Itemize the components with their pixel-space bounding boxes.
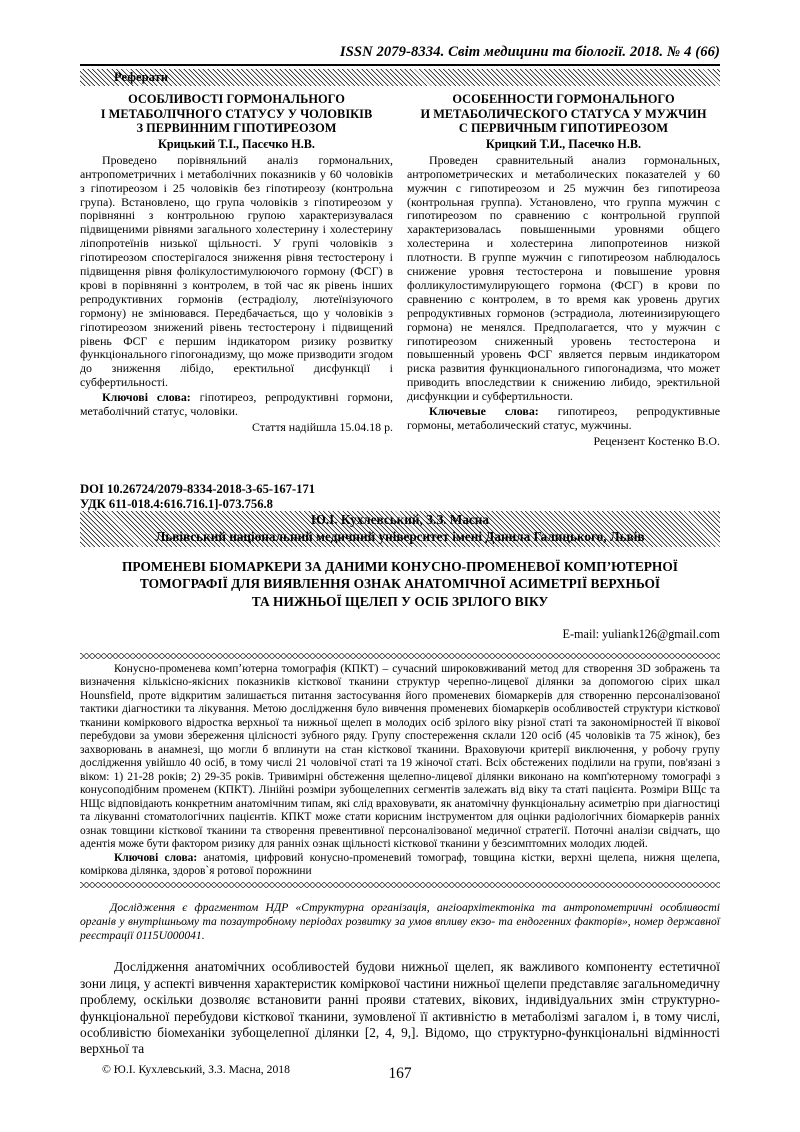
abstract-ru-column xyxy=(407,154,720,448)
article-title-line-3: ТА НИЖНЬОЇ ЩЕЛЕП У ОСІБ ЗРІЛОГО ВІКУ xyxy=(251,593,549,609)
abstract-ru-title-line-1: ОСОБЕННОСТИ ГОРМОНАЛЬНОГО xyxy=(452,92,675,106)
header-rule xyxy=(80,64,720,66)
abstract-ua-footnote: Стаття надійшла 15.04.18 р. xyxy=(252,420,393,434)
article-authors-banner xyxy=(80,511,720,547)
article-authors: Ю.І. Кухлевський, З.З. Масна xyxy=(311,512,489,528)
article-keywords-label: Ключові слова: xyxy=(114,851,198,864)
running-head: ISSN 2079-8334. Світ медицини та біології. 2018. № 4 (66) xyxy=(339,44,720,60)
abstract-ru-title-line-3: С ПЕРВИЧНЫМ ГИПОТИРЕОЗОМ xyxy=(458,121,669,136)
abstract-ua-title-line-2: І МЕТАБОЛІЧНОГО СТАТУСУ У ЧОЛОВІКІВ xyxy=(100,106,373,121)
abstract-ru-header xyxy=(407,92,720,152)
article-title-line-2: ТОМОГРАФІЇ ДЛЯ ВИЯВЛЕННЯ ОЗНАК АНАТОМІЧНОЇ АСИМЕТРІЇ ВЕРХНЬОЇ xyxy=(139,576,661,592)
abstract-ua-keywords-value: гіпотиреоз, репродуктивні гормони, метаболічний статус, чоловіки. xyxy=(80,390,393,419)
page-footer xyxy=(80,1063,720,1085)
doi-line[interactable]: DOI 10.26724/2079-8334-2018-3-65-167-171 xyxy=(80,481,316,496)
abstract-ua-header xyxy=(80,92,393,152)
article-keywords-value: анатомія, цифровий конусно-променевий томограф, товщина кістки, верхні щелепа, нижня щелепа, коміркова ділянка, здоров`я ротової порожнини xyxy=(80,851,721,878)
abstract-ru-text: Проведен сравнительный анализ гормональных, антропометрических и метаболических показателей у 60 мужчин с гипотиреозом и 25 мужчин без гипотиреоза (контрольная группа). Установлено, что группа мужчин с гипотиреозом по сравнению с контрольной группой характеризовалась повышенными уровнями общего холестерина и холестерина липопротеинов низкой плотности. В группе мужчин с гипотиреозом наблюдалось снижение уровня тестостерона и повышение уровня фолликулостимулирующего гормона (ФСГ) в крови по сравнению с контролем, в то время как уровень других репродуктивных гормонов (эстрадиола, лютеинизирующего гормона) не менялся. Предполагается, что у мужчин с гипотиреозом сниженный уровень тестостерона и повышенный уровень ФСГ является первым индикатором риска развития функционального гипогонадизма, что может приводить впоследствии к снижению либидо, эректильной дисфункции и субфертильности. xyxy=(407,152,720,404)
section-banner-abstracts xyxy=(80,69,720,86)
section-banner-label: Реферати xyxy=(114,70,168,84)
wavy-separator-bottom xyxy=(80,881,720,888)
abstract-ua-column xyxy=(80,154,393,448)
article-keywords xyxy=(80,852,720,879)
identifiers-block xyxy=(80,482,720,511)
abstract-ru-title-line-2: И МЕТАБОЛИЧЕСКОГО СТАТУСА У МУЖЧИН xyxy=(420,106,707,121)
abstract-ru-keywords-value: гипотиреоз, репродуктивные гормоны, метаболический статус, мужчины. xyxy=(407,404,720,432)
article-title-line-1: ПРОМЕНЕВІ БІОМАРКЕРИ ЗА ДАНИМИ КОНУСНО-ПРОМЕНЕВОЇ КОМПʼЮТЕРНОЇ xyxy=(122,559,678,575)
abstract-ua-keywords-label: Ключові слова: xyxy=(102,390,191,405)
copyright-line: © Ю.І. Кухлевський, З.З. Масна, 2018 xyxy=(102,1063,290,1076)
abstract-ua-keywords xyxy=(80,391,393,419)
abstract-ua-title-line-3: З ПЕРВИННИМ ГІПОТИРЕОЗОМ xyxy=(136,121,337,136)
wavy-separator-top xyxy=(80,652,720,659)
abstract-ru-authors: Крицкий Т.И., Пасечко Н.В. xyxy=(485,136,642,151)
funding-note: Дослідження є фрагментом НДР «Структурна організація, ангіоархітектоніка та антропометричні особливості органів у внутрішньому та позаутробному періодах розвитку за умов впливу екзо- та ендогенних факторів», номер державної реєстрації 0115U000041. xyxy=(80,900,720,943)
abstract-ru-keywords-label: Ключевые слова: xyxy=(429,404,539,419)
abstract-ua-text: Проведено порівняльний аналіз гормональних, антропометричних і метаболічних показників у 60 чоловіків з гіпотиреозом і 25 чоловіків без гіпотиреозу (контрольна група). Встановлено, що група чоловіків з гіпотиреозом у порівнянні з контрольною групою характеризувалася підвищеними рівнями загального холестерину і холестерину ліпопротеїнів низької щільності. У групі чоловіків з гіпотиреозом спостерігалося зниження рівня тестостерону і підвищення рівня фолікулостимулюючого гормону (ФСГ) в крові в порівнянні з контролем, в той час як рівень інших репродуктивних гормонів (естрадіолу, лютеїнізуючого гормону) не змінювався. Передбачається, що у чоловіків з гіпотиреозом знижений рівень тестостерону і підвищений рівень ФСГ є першим індикатором ризику розвитку функціонального гіпогонадизму, що може призводити згодом до зниження лібідо, еректильної дисфункції і субфертильності. xyxy=(80,152,393,390)
abstracts-body-row xyxy=(80,154,720,448)
article-title xyxy=(80,558,720,610)
abstract-ru-footnote: Рецензент Костенко В.О. xyxy=(593,433,720,448)
page-number: 167 xyxy=(388,1065,412,1082)
article-affiliation: Львівський національний медичний університет імені Данила Галицького, Львів xyxy=(155,528,645,544)
article-body-paragraph: Дослідження анатомічних особливостей будови нижньої щелеп, як важливого компоненту естетичної зони лиця, у аспекті вивчення характеристик коміркової частини нижньої щелепи представляє загальномедичну проблему, оскільки дозволяє встановити ранні прояви статевих, вікових, індивідуальних змін структурно-функціональної перебудови кісткової тканини, зумовленої її активністю в метаболізмі загалом і, в тому числі, особливістю біомеханіки зубощелепної ділянки [2, 4, 9,]. Відомо, що структурно-функціональні відмінності верхньої та xyxy=(80,959,720,1057)
abstracts-titles-row xyxy=(80,92,720,152)
article-abstract: Конусно-променева компʼютерна томографія (КПКТ) – сучасний широковживаний метод для створення 3D зображень та визначення кількісно-якісних показників кісткової тканини структур черепно-лицевої ділянки за допомогою сірих шкал Hounsfield, проте відкритим залишається питання застосування його променевих біомаркерів для створенню персоналізованої тактики діагностики та лікування. Метою дослідження було вивчення променевих біомаркерів особливостей структури кісткової тканини коміркового відростка верхньої та нижньої щелеп в молодих осіб зрілого віку різної статі та закономірностей її вікової перебудови за умови збереження цілісності зубного ряду. Групу спостереження склали 120 осіб (45 чоловіків та 75 жінок), без захворювань в анамнезі, що могли б вплинути на стан кісткової тканини. Враховуючи критерії виключення, у робочу групу дослідження увійшло 40 осіб, в тому числі 21 чоловічої статі та 19 жіночої статі. Всіх обстежених поділили на групи, пов'язані з віком: 1) 21-28 років; 2) 29-35 років. Тривимірні обстеження щелепно-лицевої ділянки виконано на комп'ютерному томографі з конусоподібним променем (КПКТ). Лінійні розміри зубощелепних сегментів залежать від віку та статі пацієнта. Розміри ВЩс та НЩс відповідають конкретним анатомічним типам, які слід враховувати, як анатомічну функціональну асиметрію при діагностиці та лікуванні стоматологічних пацієнтів. КПКТ може стати корисним інструментом для оцінки радіологічних біомаркерів ранніх ознак товщини кісткової тканини та створення превентивної персоналізованої медичної стратегії. Поточні аналізи свідчать, що адентія може бути фактором ризику для ранніх ознак щільності кісткової тканини у безсимптомних молодих людей. xyxy=(80,662,720,851)
abstract-ua-title-line-1: ОСОБЛИВОСТІ ГОРМОНАЛЬНОГО xyxy=(128,92,345,106)
abstract-ua-authors: Крицький Т.І., Пасєчко Н.В. xyxy=(158,136,315,151)
udc-line: УДК 611-018.4:616.716.1]-073.756.8 xyxy=(80,496,273,511)
abstract-ru-keywords xyxy=(407,405,720,433)
article-email[interactable]: E-mail: yuliank126@gmail.com xyxy=(562,626,720,641)
